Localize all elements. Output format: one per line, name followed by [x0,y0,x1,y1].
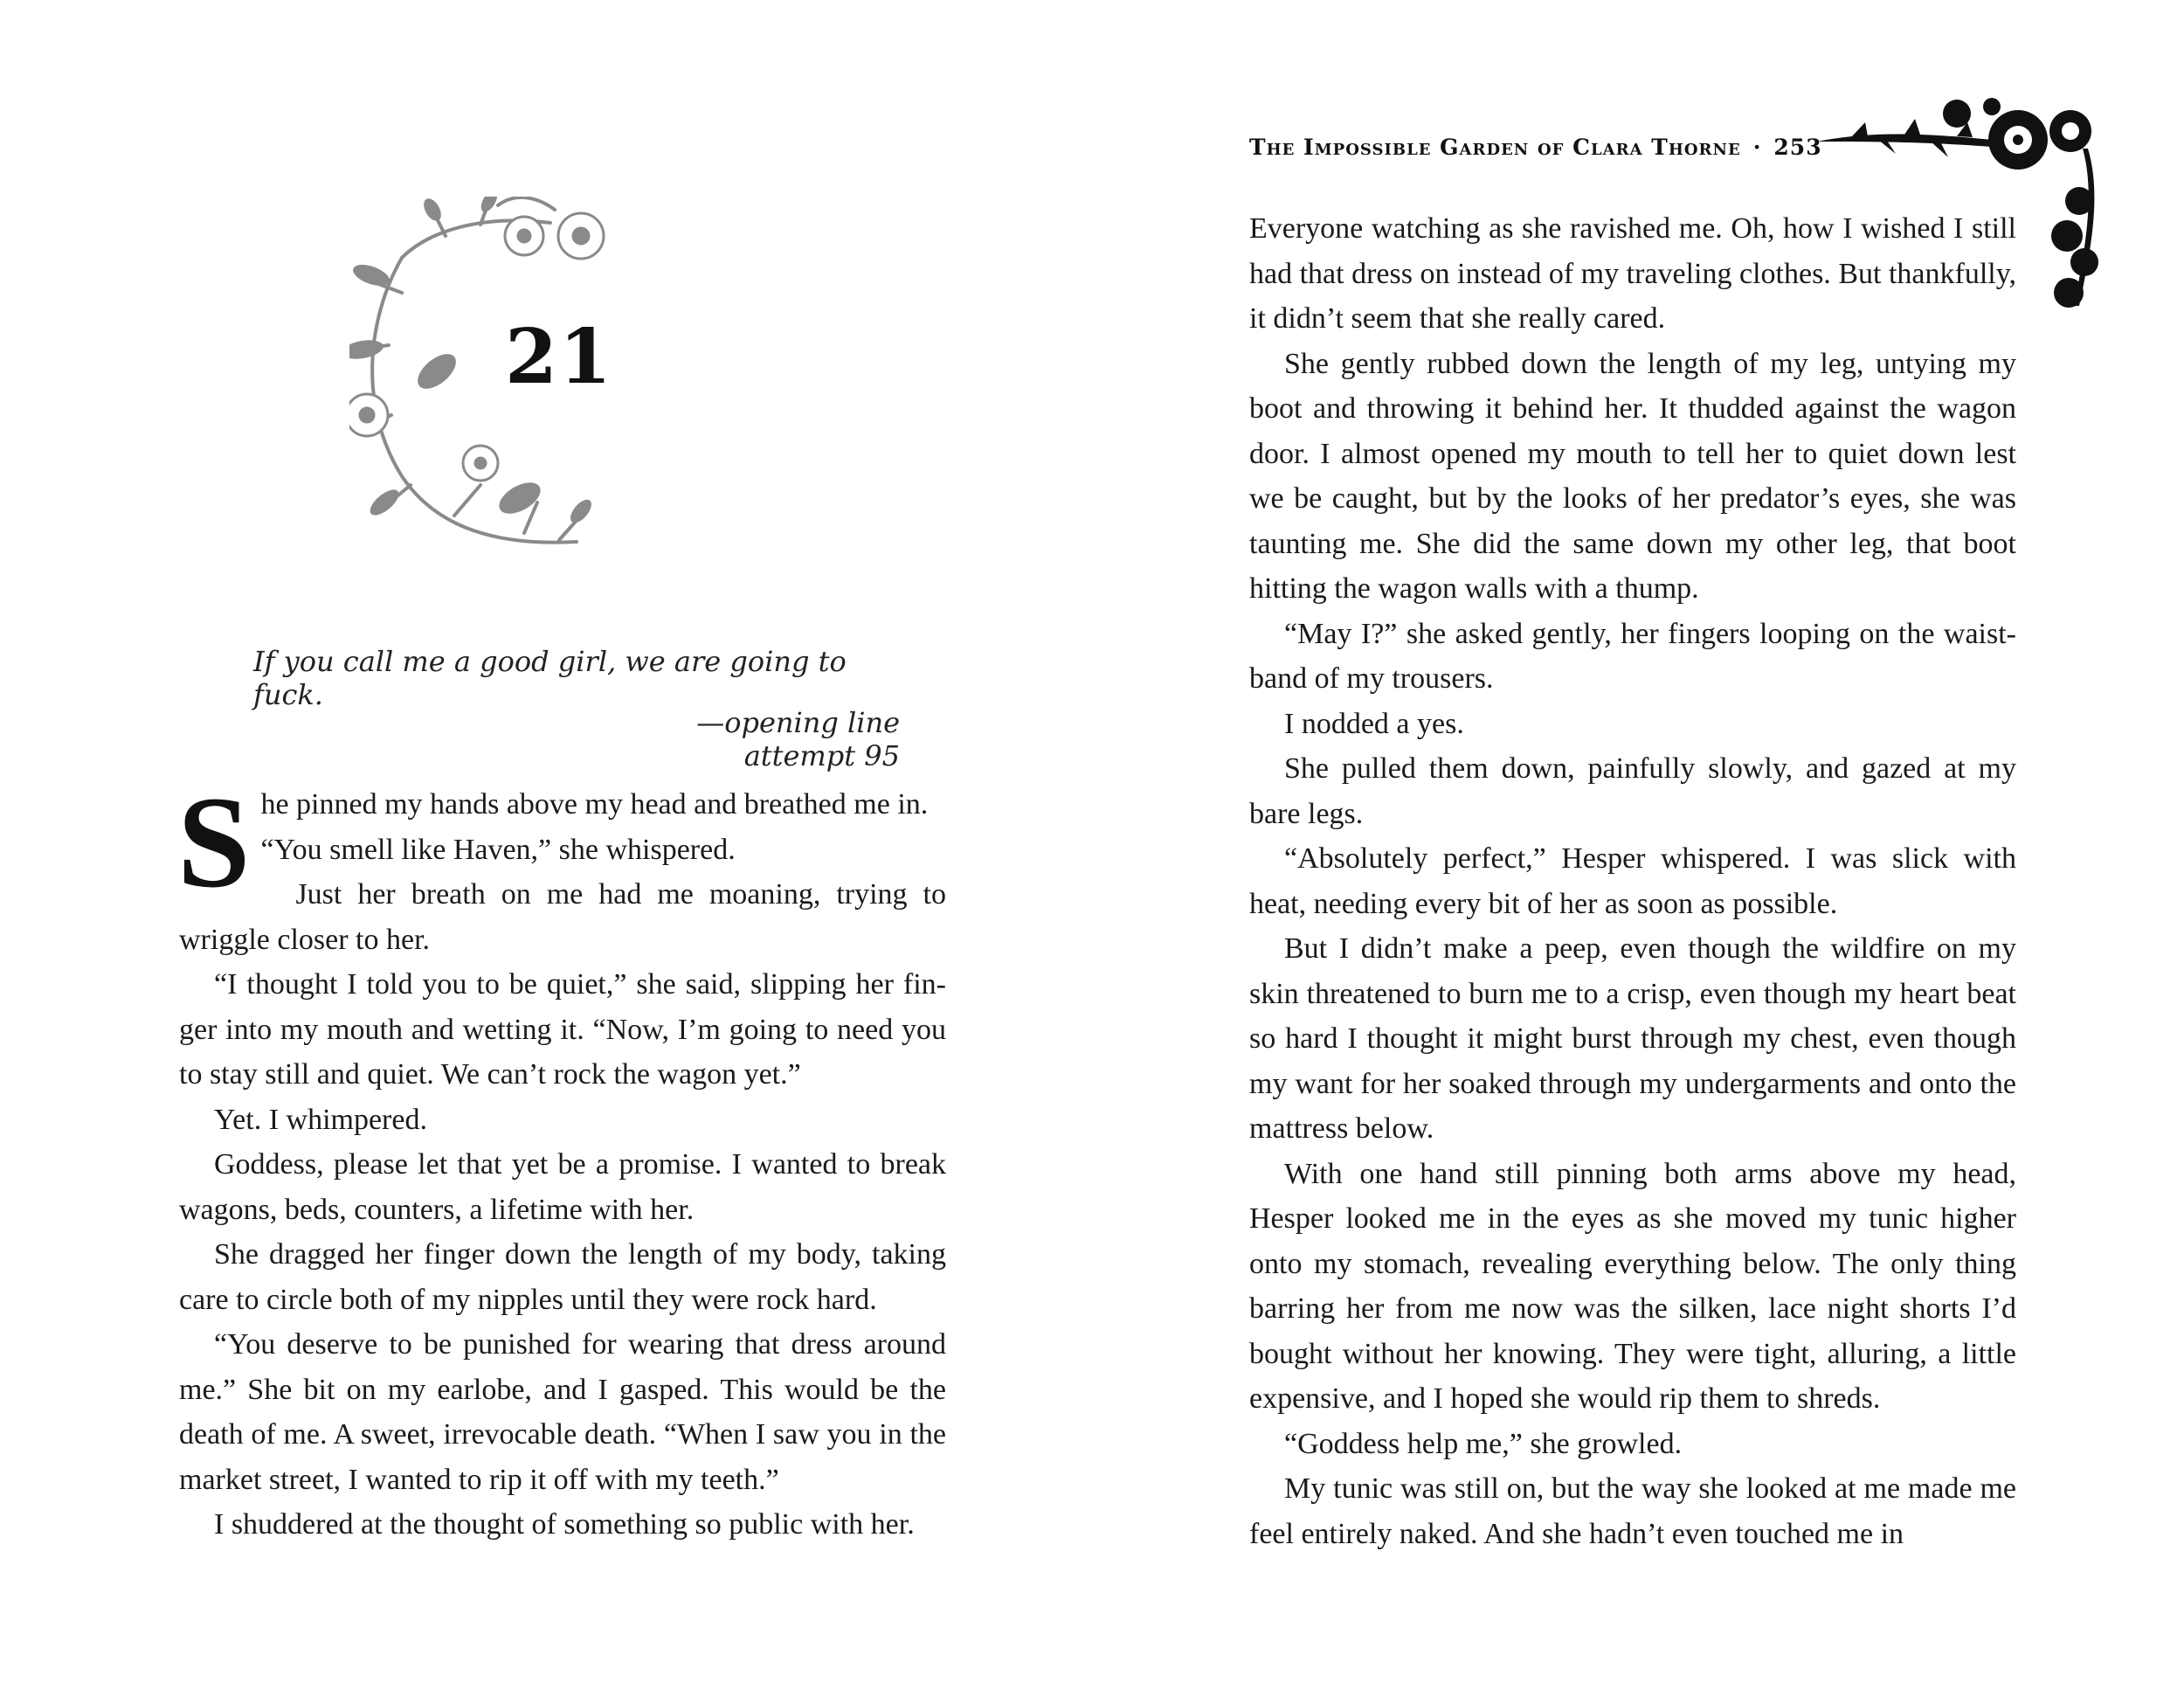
paragraph: I nodded a yes. [1284,707,1464,740]
opening-line-2: “You smell like Haven,” she whispered. [260,833,736,866]
paragraph: I shuddered at the thought of something so public with her. [214,1508,915,1541]
paragraph: But I didn’t make a peep, even though the wildfire on my skin threatened to burn me to a crisp, even though my heart beat so hard I thought it might burst through my chest, even though my want for her soaked through my undergarments and onto the mattress below. [1249,932,2016,1145]
chapter-number: 21 [505,313,613,401]
paragraph: Goddess, please let that yet be a promise. I wanted to break wagons, beds, counters, a lifetime with her. [179,1148,946,1226]
paragraph: “Absolutely perfect,” Hesper whispered. I was slick with heat, needing every bit of her as soon as possible. [1249,842,2016,920]
paragraph: “May I?” she asked gently, her fingers looping on the waistband of my trousers. [1249,617,2016,695]
paragraph: Just her breath on me had me moaning, trying to wriggle closer to her. [179,878,946,956]
drop-cap: S [177,770,251,915]
opening-line: he pinned my hands above my head and breathed me in. [260,788,929,821]
left-body-text [177,770,946,1548]
opening-paragraph [177,770,946,915]
page-number: 253 [1773,135,1822,160]
paragraph: She pulled them down, painfully slowly, and gazed at my bare legs. [1249,752,2016,830]
book-title: The Impossible Garden of Clara Thorne [1249,135,1741,160]
paragraph: She dragged her finger down the length of my body, taking care to circle both of my nipples until they were rock hard. [179,1238,946,1316]
header-separator: · [1752,135,1762,160]
paragraph: Yet. I whimpered. [214,1103,427,1136]
paragraph: “You deserve to be punished for wearing that dress around me.” She bit on my earlobe, and I gasped. This would be the death of me. A sweet, irrevocable death. “When I saw you in the market street, I wanted to rip it off with my teeth.” [179,1328,946,1496]
epigraph-attribution: —opening line attempt 95 [696,706,900,772]
epigraph-quote: If you call me a good girl, we are going to fuck. [253,645,847,711]
paragraph: “I thought I told you to be quiet,” she said, slipping her finger into my mouth and wetting it. “Now, I’m going to need you to stay still and quiet. We can’t rock the wagon yet.” [179,968,946,1091]
paragraph: With one hand still pinning both arms above my head, Hesper looked me in the eyes as she moved my tunic higher onto my stomach, revealing everything below. The only thing barring her from me now was the silken, lace night shorts I’d bought without her knowing. They were tight, alluring, a little expensive, and I hoped she would rip them to shreds. [1249,1157,2016,1415]
paragraph: My tunic was still on, but the way she looked at me made me feel entirely naked. And she hadn’t even touched me in [1249,1472,2016,1550]
running-header [1249,135,1822,160]
paragraph: “Goddess help me,” she growled. [1284,1427,1683,1460]
right-body-text [1249,206,2016,1556]
paragraph: She gently rubbed down the length of my leg, untying my boot and throwing it behind her. It thudded against the wagon door. I almost opened my mouth to tell her to quiet down lest we be caught, but by the looks of her predator’s eyes, she was taunting me. She did the same down my other leg, that boot hitting the wagon walls with a thump. [1249,347,2016,605]
paragraph: Everyone watching as she ravished me. Oh, how I wished I still had that dress on instead of my traveling clothes. But thankfully, it didn’t seem that she really cared. [1249,212,2016,335]
